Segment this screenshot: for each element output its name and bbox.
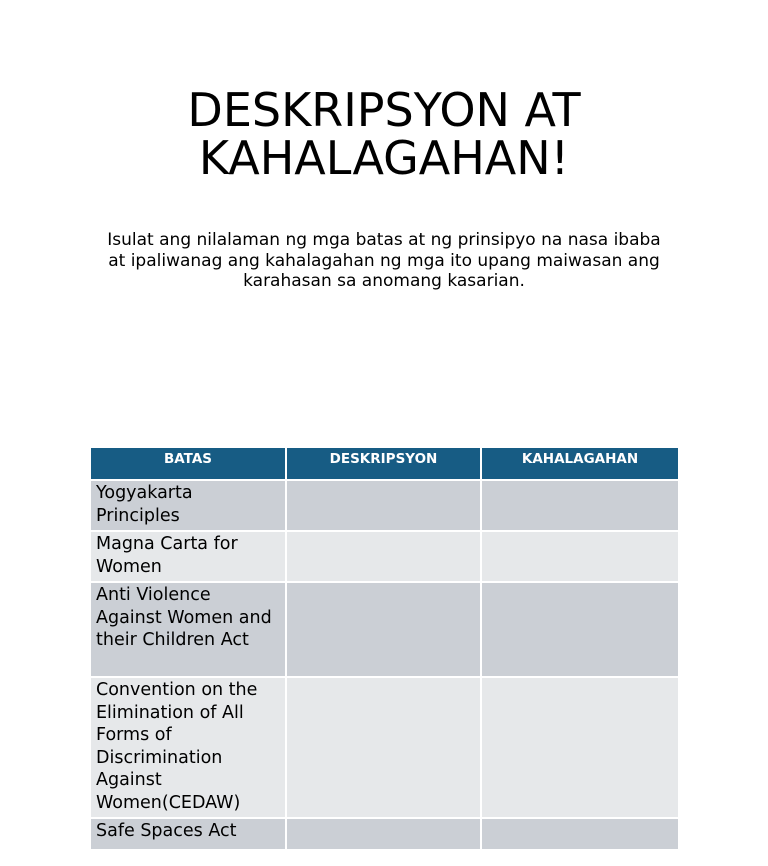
cell-deskripsyon[interactable] (286, 480, 481, 531)
cell-kahalagahan[interactable] (481, 480, 678, 531)
cell-batas: Yogyakarta Principles (91, 480, 286, 531)
cell-deskripsyon[interactable] (286, 677, 481, 818)
header-kahalagahan: KAHALAGAHAN (481, 448, 678, 480)
table-row (91, 531, 678, 582)
cell-deskripsyon[interactable] (286, 818, 481, 850)
cell-batas: Anti Violence Against Women and their Children Act (91, 582, 286, 677)
cell-kahalagahan[interactable] (481, 531, 678, 582)
cell-batas: Convention on the Elimination of All Forms of Discrimination Against Women(CEDAW) (91, 677, 286, 818)
cell-deskripsyon[interactable] (286, 582, 481, 677)
cell-kahalagahan[interactable] (481, 818, 678, 850)
cell-batas: Magna Carta for Women (91, 531, 286, 582)
instructions-text: Isulat ang nilalaman ng mga batas at ng prinsipyo na nasa ibaba at ipaliwanag ang kahalagahan ng mga ito upang maiwasan ang karahasan sa anomang kasarian. (107, 230, 661, 291)
page-title (0, 83, 768, 185)
table-row (91, 582, 678, 677)
cell-kahalagahan[interactable] (481, 677, 678, 818)
page-title-line-2: KAHALAGAHAN! (198, 131, 570, 185)
table-row (91, 677, 678, 818)
cell-kahalagahan[interactable] (481, 582, 678, 677)
cell-deskripsyon[interactable] (286, 531, 481, 582)
header-deskripsyon: DESKRIPSYON (286, 448, 481, 480)
table-row (91, 818, 678, 850)
table-row (91, 480, 678, 531)
header-batas: BATAS (91, 448, 286, 480)
batas-table (91, 448, 678, 851)
table-header-row (91, 448, 678, 480)
cell-batas: Safe Spaces Act (91, 818, 286, 850)
page-title-line-1: DESKRIPSYON AT (187, 83, 581, 137)
